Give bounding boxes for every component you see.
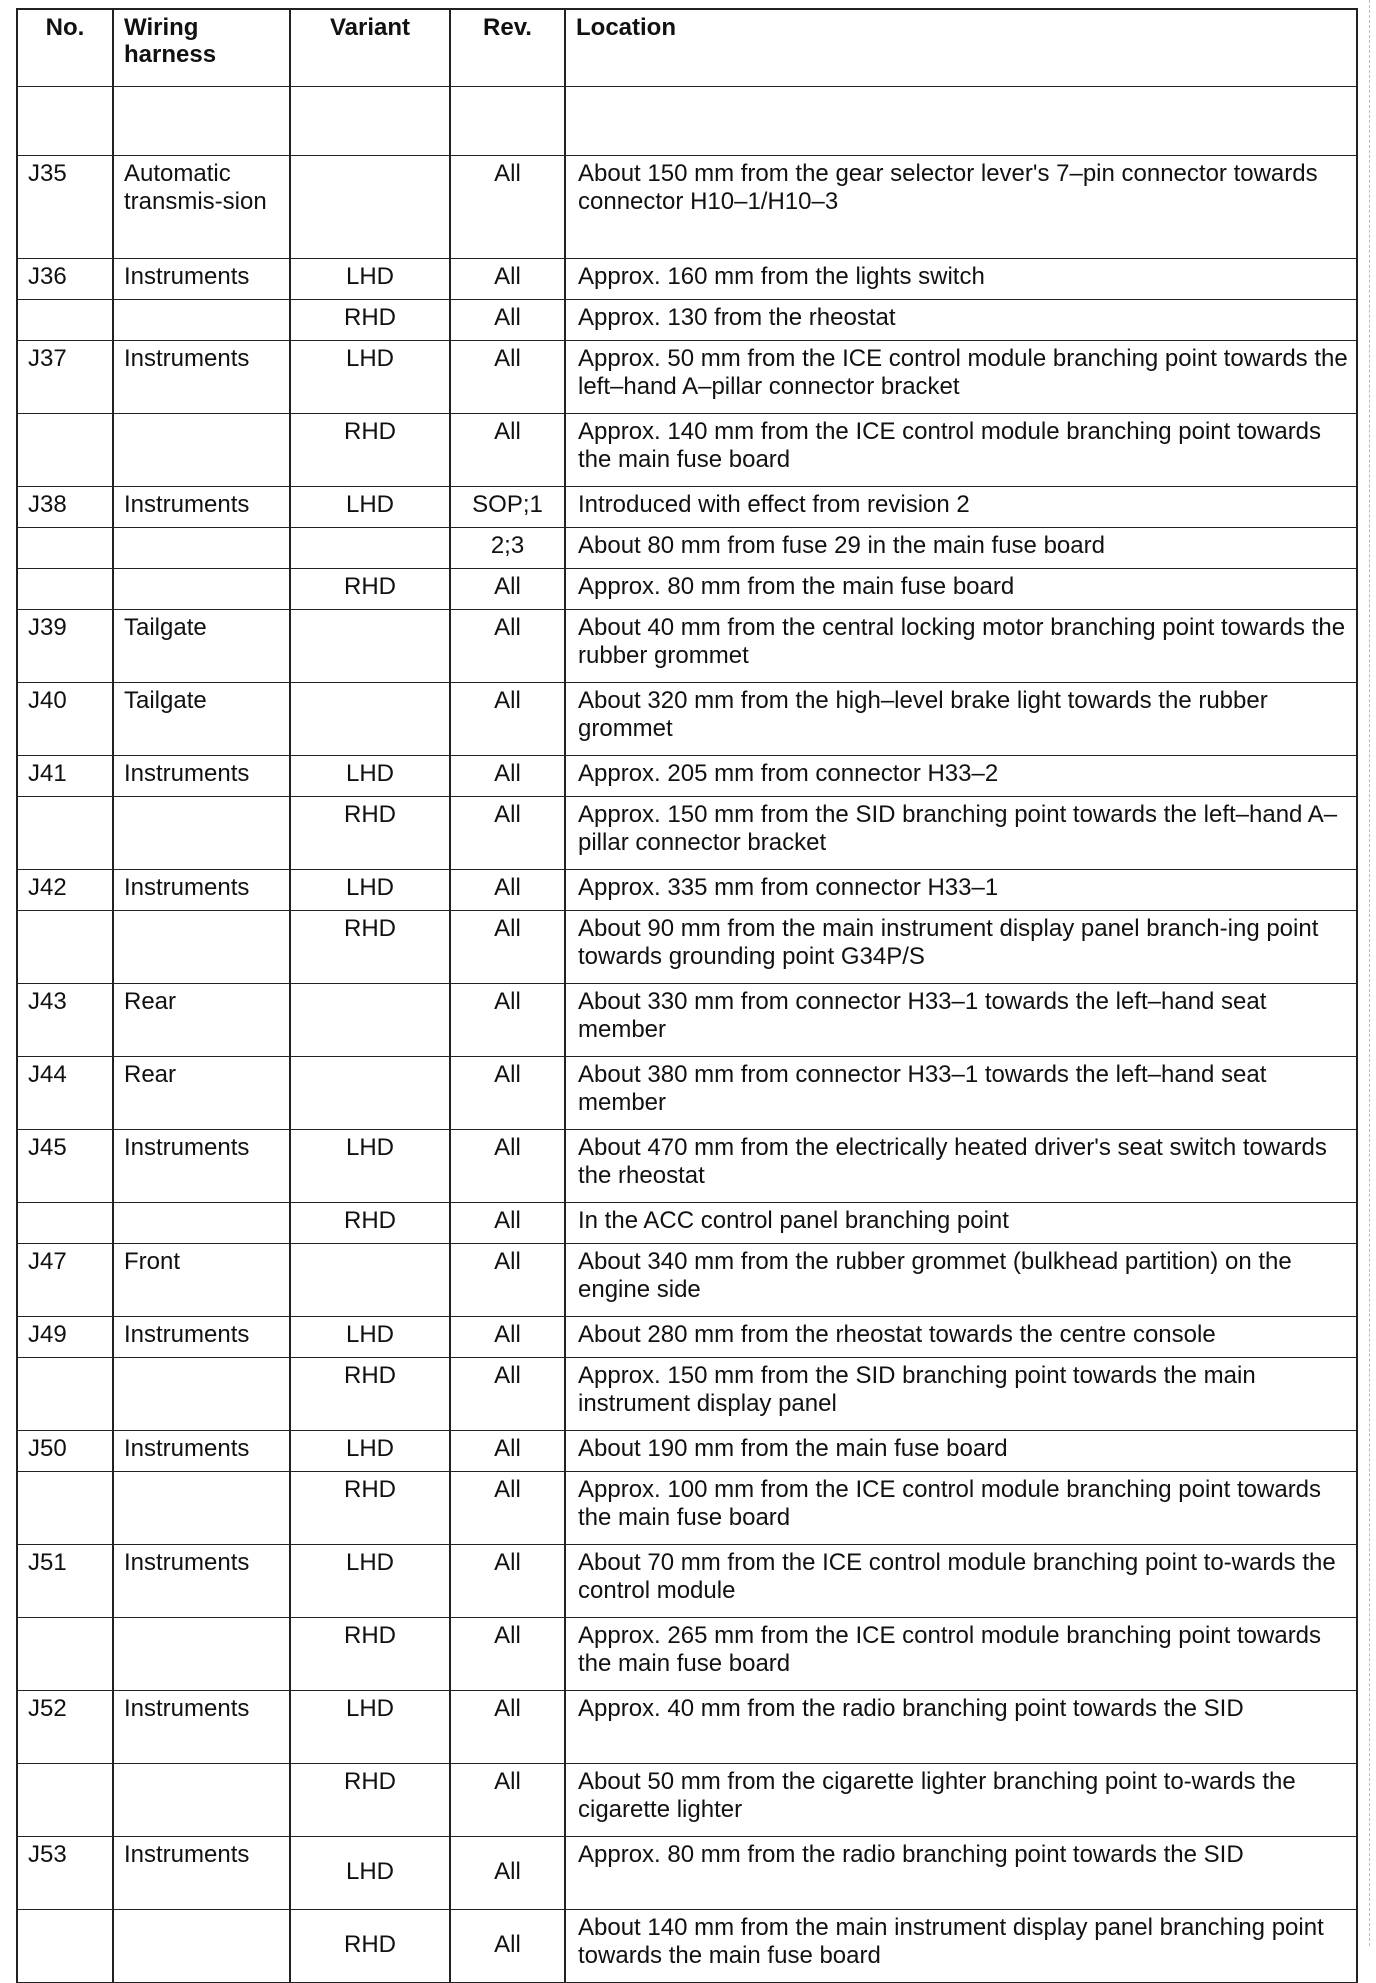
table-row [17,487,1357,528]
cell-wiring-harness: Instruments [113,1545,290,1618]
table-header-row [17,9,1357,87]
table-row [17,683,1357,756]
cell-location: About 330 mm from connector H33–1 towards the left–hand seat member [565,984,1357,1057]
table-row [17,1837,1357,1910]
table-row [17,414,1357,487]
cell-location: Approx. 80 mm from the radio branching point towards the SID [565,1837,1357,1910]
cell-no [17,1910,113,1983]
cell-rev: All [450,341,565,414]
table-row [17,569,1357,610]
cell-location: Approx. 150 mm from the SID branching point towards the left–hand A–pillar connector bracket [565,797,1357,870]
cell-no: J42 [17,870,113,911]
table-row [17,610,1357,683]
cell-rev: All [450,756,565,797]
cell-no [17,300,113,341]
cell-rev: All [450,1691,565,1764]
cell-rev: All [450,1203,565,1244]
cell-location: Approx. 140 mm from the ICE control module branching point towards the main fuse board [565,414,1357,487]
cell-variant: RHD [290,911,450,984]
cell-location: Approx. 80 mm from the main fuse board [565,569,1357,610]
cell-no: J40 [17,683,113,756]
cell-wiring-harness [113,1358,290,1431]
cell-wiring-harness: Automatic transmis-sion [113,156,290,259]
cell-no [17,414,113,487]
cell-variant [290,610,450,683]
header-variant: Variant [290,9,450,87]
spacer-cell [17,87,113,156]
cell-variant: RHD [290,1618,450,1691]
scan-edge-artifact [1369,0,1370,1946]
table-row [17,300,1357,341]
wiring-joints-table [16,8,1358,1983]
cell-rev: All [450,1358,565,1431]
cell-location: Approx. 100 mm from the ICE control module branching point towards the main fuse board [565,1472,1357,1545]
cell-no: J53 [17,1837,113,1910]
cell-location: About 80 mm from fuse 29 in the main fuse board [565,528,1357,569]
table-row [17,1431,1357,1472]
table-row [17,911,1357,984]
cell-no: J49 [17,1317,113,1358]
cell-location: Approx. 130 from the rheostat [565,300,1357,341]
cell-rev: All [450,1472,565,1545]
cell-variant: LHD [290,259,450,300]
cell-rev: All [450,1545,565,1618]
table-row [17,1358,1357,1431]
cell-wiring-harness: Rear [113,1057,290,1130]
cell-location: About 70 mm from the ICE control module branching point to-wards the control module [565,1545,1357,1618]
cell-rev: All [450,1244,565,1317]
cell-variant [290,1244,450,1317]
cell-wiring-harness: Instruments [113,259,290,300]
cell-wiring-harness [113,569,290,610]
cell-no: J52 [17,1691,113,1764]
table-row [17,156,1357,259]
cell-location: About 40 mm from the central locking motor branching point towards the rubber grommet [565,610,1357,683]
table-row [17,1203,1357,1244]
table-row [17,1618,1357,1691]
spacer-cell [450,87,565,156]
cell-location: About 280 mm from the rheostat towards the centre console [565,1317,1357,1358]
table-row [17,1764,1357,1837]
cell-variant [290,528,450,569]
table-row [17,1691,1357,1764]
cell-no: J44 [17,1057,113,1130]
cell-location: About 150 mm from the gear selector lever's 7–pin connector towards connector H10–1/H10–3 [565,156,1357,259]
cell-wiring-harness [113,300,290,341]
cell-no: J41 [17,756,113,797]
cell-wiring-harness: Instruments [113,1431,290,1472]
cell-no: J45 [17,1130,113,1203]
cell-rev: All [450,683,565,756]
cell-rev: All [450,1130,565,1203]
cell-no [17,528,113,569]
cell-no: J38 [17,487,113,528]
spacer-cell [113,87,290,156]
cell-variant: RHD [290,1358,450,1431]
table-row [17,1130,1357,1203]
cell-variant: LHD [290,487,450,528]
cell-rev: All [450,984,565,1057]
cell-wiring-harness [113,1618,290,1691]
cell-rev: All [450,259,565,300]
cell-rev: All [450,300,565,341]
cell-rev: All [450,1431,565,1472]
cell-wiring-harness: Instruments [113,341,290,414]
cell-wiring-harness: Rear [113,984,290,1057]
cell-wiring-harness [113,1910,290,1983]
cell-variant: RHD [290,1910,450,1983]
cell-wiring-harness [113,1764,290,1837]
header-no: No. [17,9,113,87]
cell-rev: All [450,1910,565,1983]
table-row [17,797,1357,870]
cell-wiring-harness: Instruments [113,1317,290,1358]
cell-location: Approx. 40 mm from the radio branching point towards the SID [565,1691,1357,1764]
cell-rev: All [450,797,565,870]
table-row [17,1472,1357,1545]
cell-rev: All [450,1764,565,1837]
table-row [17,1244,1357,1317]
cell-location: In the ACC control panel branching point [565,1203,1357,1244]
cell-variant: RHD [290,300,450,341]
cell-variant: LHD [290,1545,450,1618]
header-rev: Rev. [450,9,565,87]
cell-wiring-harness: Instruments [113,1691,290,1764]
table-row [17,341,1357,414]
header-location: Location [565,9,1357,87]
cell-location: About 340 mm from the rubber grommet (bulkhead partition) on the engine side [565,1244,1357,1317]
cell-variant: LHD [290,870,450,911]
cell-rev: All [450,569,565,610]
cell-no [17,1203,113,1244]
header-wiring-harness: Wiring harness [113,9,290,87]
cell-wiring-harness: Instruments [113,1837,290,1910]
cell-wiring-harness [113,1203,290,1244]
cell-variant: RHD [290,414,450,487]
cell-no [17,911,113,984]
cell-rev: 2;3 [450,528,565,569]
cell-no: J36 [17,259,113,300]
cell-location: About 320 mm from the high–level brake light towards the rubber grommet [565,683,1357,756]
cell-wiring-harness [113,414,290,487]
cell-rev: All [450,870,565,911]
cell-wiring-harness [113,1472,290,1545]
table-row [17,1545,1357,1618]
cell-wiring-harness [113,528,290,569]
cell-variant [290,984,450,1057]
cell-wiring-harness [113,797,290,870]
cell-location: Approx. 160 mm from the lights switch [565,259,1357,300]
cell-wiring-harness: Front [113,1244,290,1317]
cell-variant [290,156,450,259]
cell-location: About 140 mm from the main instrument display panel branching point towards the main fuse board [565,1910,1357,1983]
cell-wiring-harness: Tailgate [113,610,290,683]
cell-variant: LHD [290,341,450,414]
cell-variant [290,1057,450,1130]
table-row [17,259,1357,300]
cell-location: Approx. 205 mm from connector H33–2 [565,756,1357,797]
cell-wiring-harness: Instruments [113,487,290,528]
table-row [17,984,1357,1057]
cell-variant: LHD [290,756,450,797]
cell-location: About 190 mm from the main fuse board [565,1431,1357,1472]
table-body [17,87,1357,1983]
cell-wiring-harness [113,911,290,984]
cell-rev: All [450,414,565,487]
cell-no: J39 [17,610,113,683]
cell-variant: RHD [290,1764,450,1837]
cell-rev: All [450,1837,565,1910]
cell-no [17,1764,113,1837]
cell-variant [290,683,450,756]
cell-rev: All [450,911,565,984]
cell-location: Approx. 50 mm from the ICE control module branching point towards the left–hand A–pillar connector bracket [565,341,1357,414]
cell-wiring-harness: Instruments [113,870,290,911]
cell-no [17,1472,113,1545]
table-row [17,1910,1357,1983]
cell-variant: RHD [290,1203,450,1244]
cell-no [17,569,113,610]
cell-location: About 50 mm from the cigarette lighter branching point to-wards the cigarette lighter [565,1764,1357,1837]
cell-location: Approx. 265 mm from the ICE control module branching point towards the main fuse board [565,1618,1357,1691]
table-row [17,1317,1357,1358]
cell-variant: RHD [290,797,450,870]
cell-no: J51 [17,1545,113,1618]
spacer-cell [565,87,1357,156]
cell-variant: RHD [290,569,450,610]
cell-rev: All [450,610,565,683]
cell-rev: All [450,1057,565,1130]
cell-variant: LHD [290,1317,450,1358]
table-spacer-row [17,87,1357,156]
cell-rev: SOP;1 [450,487,565,528]
cell-location: Introduced with effect from revision 2 [565,487,1357,528]
spacer-cell [290,87,450,156]
cell-location: About 470 mm from the electrically heated driver's seat switch towards the rheostat [565,1130,1357,1203]
cell-no: J50 [17,1431,113,1472]
cell-no: J37 [17,341,113,414]
cell-rev: All [450,1618,565,1691]
table-row [17,1057,1357,1130]
cell-rev: All [450,1317,565,1358]
cell-location: About 90 mm from the main instrument display panel branch-ing point towards grounding point G34P/S [565,911,1357,984]
cell-variant: LHD [290,1130,450,1203]
table-row [17,756,1357,797]
cell-variant: RHD [290,1472,450,1545]
cell-wiring-harness: Tailgate [113,683,290,756]
table-row [17,870,1357,911]
cell-wiring-harness: Instruments [113,1130,290,1203]
cell-no: J43 [17,984,113,1057]
cell-variant: LHD [290,1691,450,1764]
cell-no: J47 [17,1244,113,1317]
cell-rev: All [450,156,565,259]
cell-no [17,1358,113,1431]
cell-location: Approx. 335 mm from connector H33–1 [565,870,1357,911]
cell-no [17,797,113,870]
cell-no [17,1618,113,1691]
cell-no: J35 [17,156,113,259]
cell-variant: LHD [290,1837,450,1910]
cell-location: About 380 mm from connector H33–1 towards the left–hand seat member [565,1057,1357,1130]
cell-wiring-harness: Instruments [113,756,290,797]
table-row [17,528,1357,569]
cell-variant: LHD [290,1431,450,1472]
cell-location: Approx. 150 mm from the SID branching point towards the main instrument display panel [565,1358,1357,1431]
